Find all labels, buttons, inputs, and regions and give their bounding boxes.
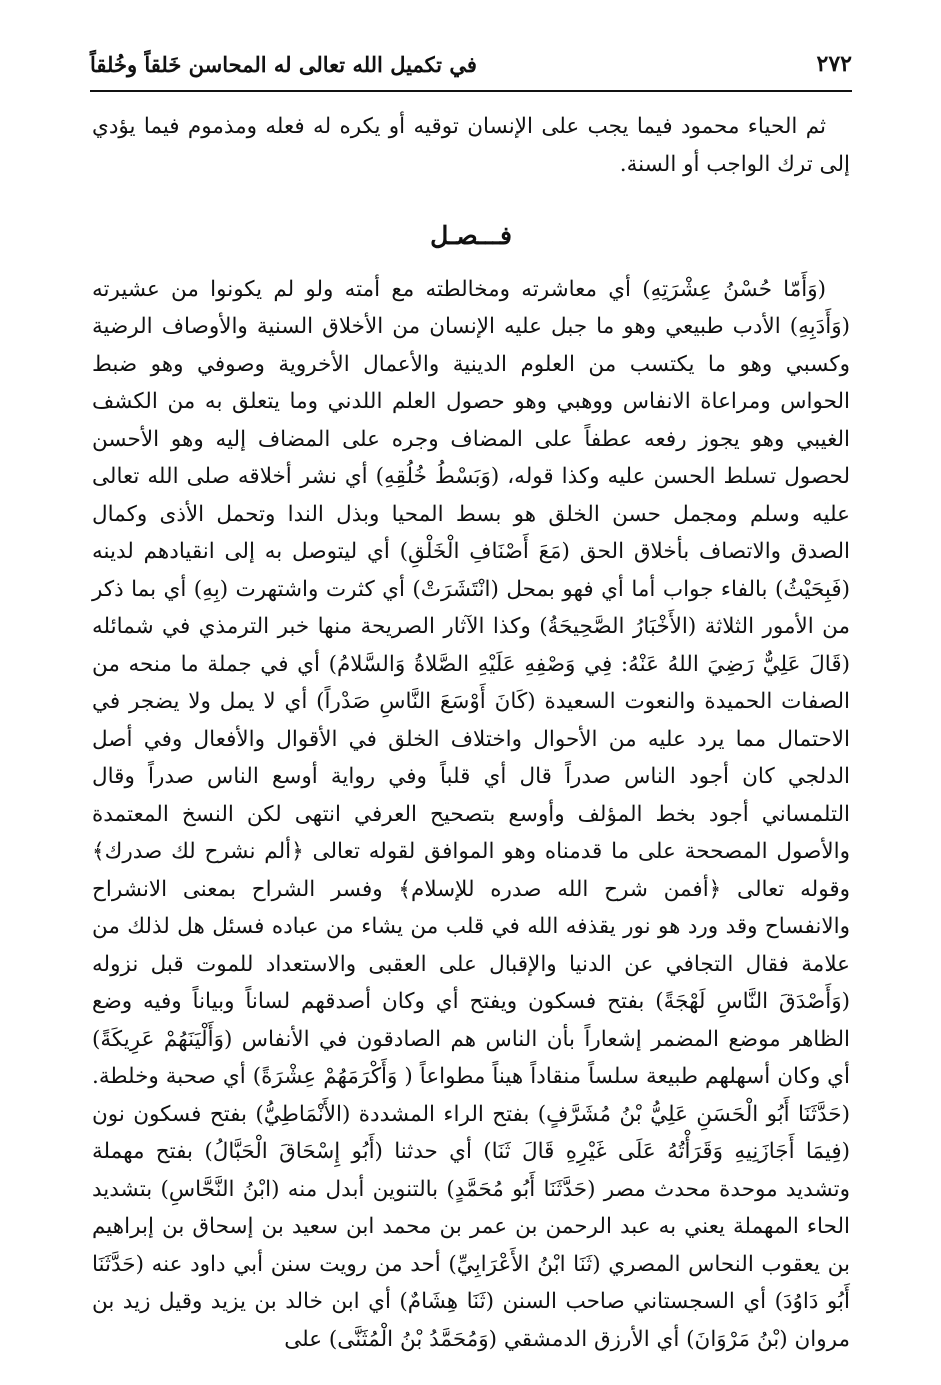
section-heading: فـــصـل xyxy=(430,221,512,250)
page-body xyxy=(92,108,850,1358)
page-header xyxy=(90,38,852,92)
running-title: في تكميل الله تعالى له المحاسن خَلقاً وخُلقاً xyxy=(90,51,477,77)
intro-paragraph: ثم الحياء محمود فيما يجب على الإنسان توقيه أو يكره له فعله ومذموم فيما يؤدي إلى ترك الواجب أو السنة. xyxy=(92,114,850,177)
page-number: ٢٧٢ xyxy=(816,51,852,77)
main-paragraph: (وَأَمّا حُسْنُ عِشْرَتِهِ) أي معاشرته ومخالطته مع أمته ولو لم يكونوا من عشيرته (وَأَدَبِهِ) الأدب طبيعي وهو ما جبل عليه الإنسان من الأخلاق السنية والأوصاف الرضية وكسبي وهو ما يكتسب من العلوم الدينية والأعمال الأخروية وصوفي وهو ضبط الحواس ومراعاة الانفاس ووهبي وهو حصول العلم اللدني وما يتعلق به من الكشف الغيبي وهو يجوز رفعه عطفاً على المضاف وجره على المضاف إليه وهو الأحسن لحصول تسلط الحسن عليه وكذا قوله، (وَبَسْطُ خُلُقِهِ) أي نشر أخلاقه صلى الله تعالى عليه وسلم ومجمل حسن الخلق هو بسط المحيا وبذل الندا وتحمل الأذى وكمال الصدق والاتصاف بأخلاق الحق (مَعَ أَصْنَافِ الْخَلْقِ) أي ليتوصل به إلى انقيادهم لدينه (فَبِحَيْثُ) بالفاء جواب أما أي فهو بمحل (انْتَشَرَتْ) أي كثرت واشتهرت (بِهِ) أي بما ذكر من الأمور الثلاثة (الأَخْبَارُ الصَّحِيحَةُ) وكذا الآثار الصريحة منها خبر الترمذي في شمائله (قَالَ عَلِيٌّ رَضِيَ اللهُ عَنْهُ: فِي وَصْفِهِ عَلَيْهِ الصَّلاةُ وَالسَّلامُ) أي في جملة ما منحه من الصفات الحميدة والنعوت السعيدة (كَانَ أَوْسَعَ النَّاسِ صَدْراً) أي لا يمل ولا يضجر في الاحتمال مما يرد عليه من الأحوال واختلاف الخلق في الأقوال والأفعال وفي أصل الدلجي كان أجود الناس صدراً قال أي قلباً وفي رواية أوسع الناس صدراً وقال التلمساني أجود بخط المؤلف وأوسع بتصحيح العرفي انتهى لكن النسخ المعتمدة والأصول المصححة على ما قدمناه وهو الموافق لقوله تعالى ﴿ألم نشرح لك صدرك﴾ وقوله تعالى ﴿أفمن شرح الله صدره للإسلام﴾ وفسر الشراح بمعنى الانشراح والانفساح وقد ورد هو نور يقذفه الله في قلب من يشاء من عباده فسئل هل لذلك من علامة فقال التجافي عن الدنيا والإقبال على العقبى والاستعداد للموت قبل نزوله (وَأَصْدَقَ النَّاسِ لَهْجَةً) بفتح فسكون ويفتح أي وكان أصدقهم لساناً وبياناً وفيه وضع الظاهر موضع المضمر إشعاراً بأن الناس هم الصادقون في الأنفاس (وَأَلْيَنَهُمْ عَرِيكَةً) أي وكان أسهلهم طبيعة سلساً منقاداً هيناً مطواعاً ( وَأَكْرَمَهُمْ عِشْرَةً) أي صحبة وخلطة. (حَدَّثَنَا أَبُو الْحَسَنِ عَلِيُّ بْنُ مُشَرَّفٍ) بفتح الراء المشددة (الأَنْمَاطِيُّ) بفتح فسكون نون (فِيمَا أَجَازَنِيهِ وَقَرَأْتُهُ عَلَى غَيْرِهِ قَالَ ثَنَا) أي حدثنا (أَبُو إِسْحَاقَ الْحَبَّالُ) بفتح مهملة وتشديد موحدة محدث مصر (حَدَّثَنَا أَبُو مُحَمَّدٍ) بالتنوين أبدل منه (ابْنُ النَّحَّاسِ) بتشديد الحاء المهملة يعني به عبد الرحمن بن عمر بن محمد ابن سعيد بن إسحاق بن إبراهيم بن يعقوب النحاس المصري (ثَنَا ابْنُ الأَعْرَابِيِّ) أحد من رويت سنن أبي داود عنه (حَدَّثَنَا أَبُو دَاوُدَ) أي السجستاني صاحب السنن (ثَنَا هِشَامٌ) أي ابن خالد بن يزيد وقيل زيد بن مروان (بْنُ مَرْوَانَ) أي الأرزق الدمشقي (وَمُحَمَّدُ بْنُ الْمُثَنَّى) على xyxy=(92,276,850,1352)
